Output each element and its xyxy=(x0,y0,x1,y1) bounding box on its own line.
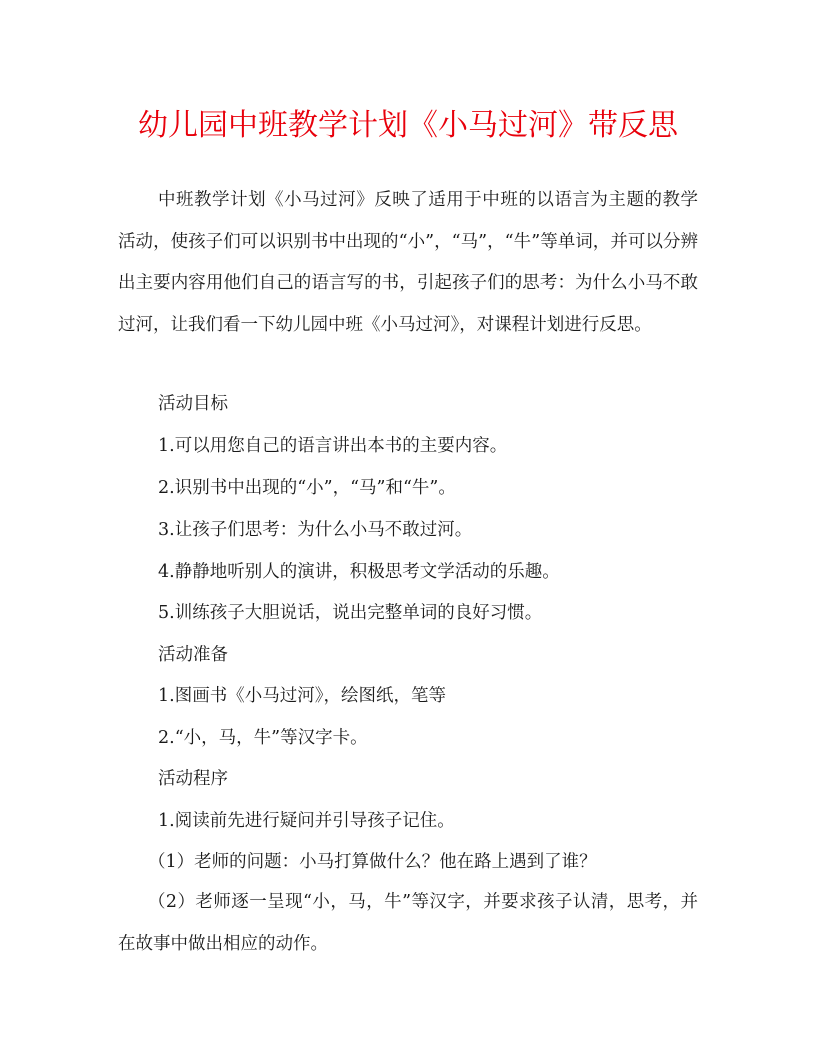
goal-item: 5.训练孩子大胆说话，说出完整单词的良好习惯。 xyxy=(158,603,543,623)
goal-item: 4.静静地听别人的演讲，积极思考文学活动的乐趣。 xyxy=(158,562,560,582)
prep-item: 2.“小，马，牛”等汉字卡。 xyxy=(158,728,368,748)
procedure-item: （1）老师的问题：小马打算做什么？他在路上遇到了谁？ xyxy=(148,852,597,872)
procedure-item: （2）老师逐一呈现“小，马，牛”等汉字，并要求孩子认清，思考，并在故事中做出相应的动作。 xyxy=(118,892,698,954)
page-title: 幼儿园中班教学计划《小马过河》带反思 xyxy=(138,108,678,143)
procedure-heading: 活动程序 xyxy=(158,769,228,789)
prep-item: 1.图画书《小马过河》，绘图纸，笔等 xyxy=(158,686,446,706)
goal-item: 1.可以用您自己的语言讲出本书的主要内容。 xyxy=(158,436,508,456)
intro-paragraph: 中班教学计划《小马过河》反映了适用于中班的以语言为主题的教学活动，使孩子们可以识别书中出现的“小”，“马”，“牛”等单词，并可以分辨出主要内容用他们自己的语言写的书，引起孩子们的思考：为什么小马不敢过河，让我们看一下幼儿园中班《小马过河》，对课程计划进行反思。 xyxy=(118,190,698,335)
prep-heading: 活动准备 xyxy=(158,645,228,665)
goal-item: 3.让孩子们思考：为什么小马不敢过河。 xyxy=(158,520,473,540)
procedure-item: 1.阅读前先进行疑问并引导孩子记住。 xyxy=(158,811,455,831)
goal-item: 2.识别书中出现的“小”，“马”和“牛”。 xyxy=(158,478,456,498)
goals-heading: 活动目标 xyxy=(158,394,228,414)
